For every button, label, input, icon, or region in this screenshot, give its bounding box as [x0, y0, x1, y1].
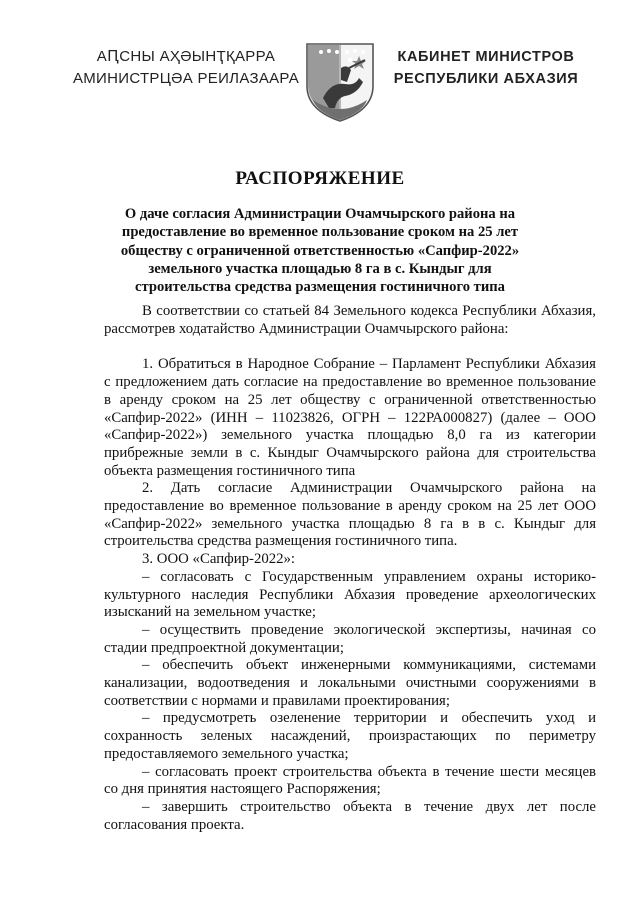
item-3-paragraph: 3. ООО «Сапфир-2022»: — [142, 551, 296, 568]
document-title: РАСПОРЯЖЕНИЕ — [235, 168, 405, 189]
subitem-paragraph: – согласовать с Государственным управлением охраны историко-культурного наследия Республики Абхазия проведение археологических изысканий на земельном участке; — [104, 568, 596, 621]
preamble-paragraph: В соответствии со статьей 84 Земельного кодекса Республики Абхазия, рассмотрев ходатайство Администрации Очамчырского района: — [104, 303, 596, 337]
subitem-paragraph: – согласовать проект строительства объекта в течение шести месяцев со дня принятия настоящего Распоряжения; — [104, 763, 596, 798]
subitem-paragraph: – осуществить проведение экологической экспертизы, начиная со стадии предпроектной документации; — [104, 621, 596, 656]
document-header — [0, 32, 640, 124]
coat-of-arms-icon — [301, 38, 379, 124]
header-left-line1: АԤСНЫ АҲӘЫНҬҚАРРА — [96, 48, 276, 65]
header-abkhaz-name — [70, 46, 302, 90]
item-2-paragraph: 2. Дать согласие Администрации Очамчырского района на предоставление во временное пользование в аренду сроком на 25 лет ООО «Сапфир-2022» земельного участка площадью 8 га в в с. Кындыг для строительства средства размещения гостиничного типа. — [104, 480, 596, 550]
item-1-paragraph: 1. Обратиться в Народное Собрание – Парламент Республики Абхазия с предложением дать согласие на предоставление во временное пользование в аренду сроком на 25 лет обществу с ограниченной ответственностью «Сапфир-2022» (ИНН – 11023826, ОГРН – 122РА000827) (далее – ООО «Сапфир-2022») земельного участка площадью 8,0 га из категории прибрежные земли в с. Кындыг Очамчырского района для строительства объекта размещения гостиничного типа — [104, 356, 596, 479]
header-russian-name — [384, 46, 588, 90]
document-subject: О даче согласия Администрации Очамчырского района на предоставление во временное пользование сроком на 25 лет обществу с ограниченной ответственностью «Сапфир-2022» земельного участка площадью 8 га в с. Кындыг для строительства средства размещения гостиничного типа — [120, 206, 520, 296]
subitem-paragraph: – обеспечить объект инженерными коммуникациями, системами канализации, водоотведения и локальными очистными сооружениями в соответствии с нормами и правилами проектирования; — [104, 657, 596, 709]
header-left-line2: АМИНИСТРЦӘА РЕИЛАЗААРА — [72, 70, 300, 87]
header-right-line1: КАБИНЕТ МИНИСТРОВ — [397, 49, 575, 65]
document-body — [104, 303, 596, 834]
subitem-paragraph: – предусмотреть озеленение территории и обеспечить уход и сохранность зеленых насаждений, произрастающих по периметру предоставляемого земельного участка; — [104, 710, 596, 762]
header-right-line2: РЕСПУБЛИКИ АБХАЗИЯ — [393, 71, 579, 87]
subitem-paragraph: – завершить строительство объекта в течение двух лет после согласования проекта. — [104, 798, 596, 833]
